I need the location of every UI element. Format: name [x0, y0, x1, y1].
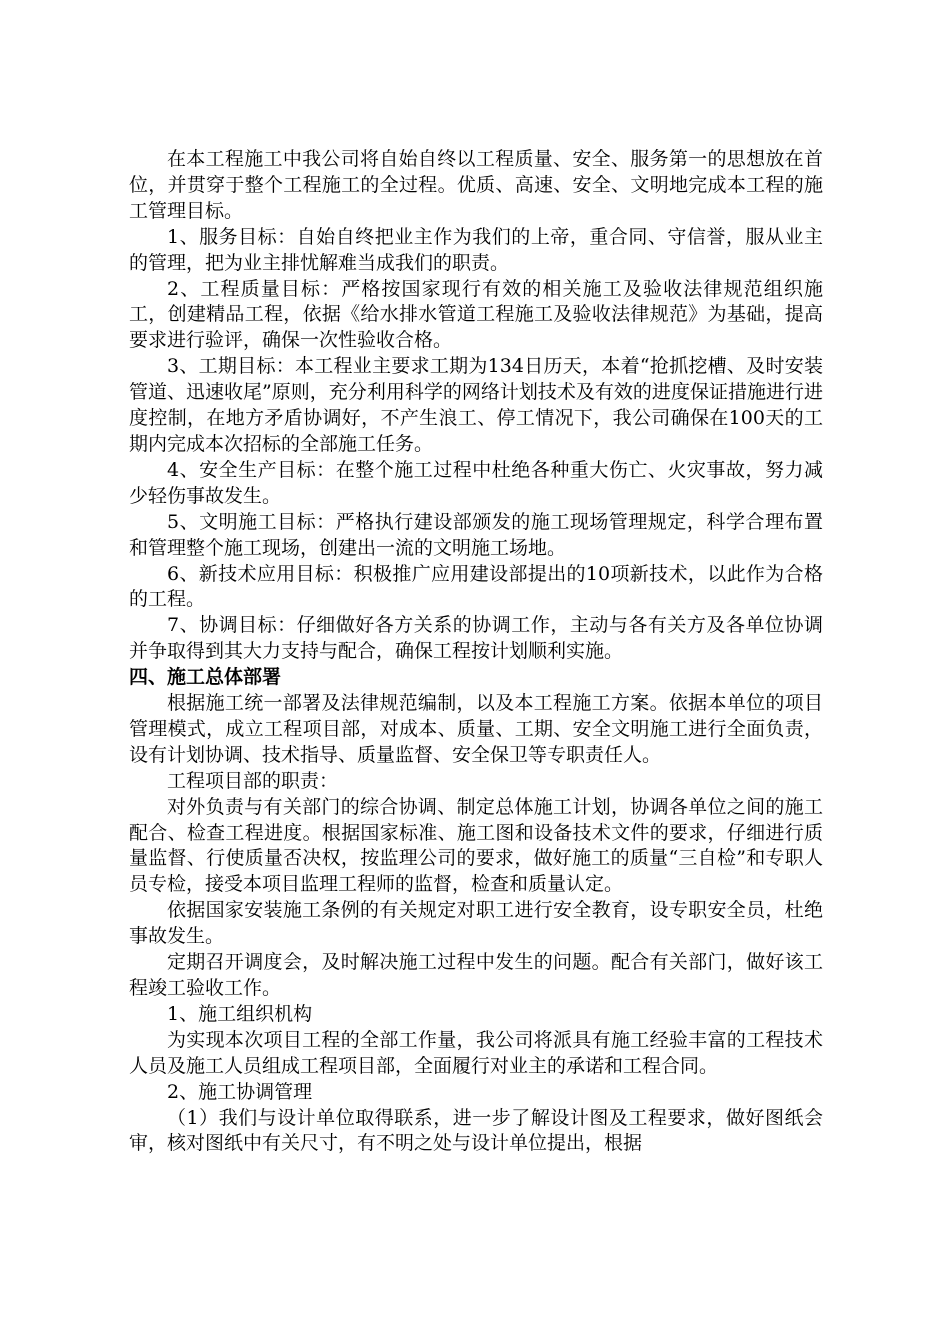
paragraph-schedule-goal: 3、工期目标：本工程业主要求工期为134日历天，本着“抢抓挖槽、及时安装管道、迅速收尾”原则，充分利用科学的网络计划技术及有效的进度保证措施进行进度控制，在地方矛盾协调好，不产生浪工、停工情况下，我公司确保在100天的工期内完成本次招标的全部施工任务。	[129, 355, 823, 455]
paragraph-service-goal: 1、服务目标：自始自终把业主作为我们的上帝，重合同、守信誉，服从业主的管理，把为业主排忧解难当成我们的职责。	[129, 225, 823, 274]
paragraph-safety-education: 依据国家安装施工条例的有关规定对职工进行安全教育，设专职安全员，杜绝事故发生。	[129, 899, 823, 948]
paragraph-external-coordination: 对外负责与有关部门的综合协调、制定总体施工计划，协调各单位之间的施工配合、检查工程进度。根据国家标准、施工图和设备技术文件的要求，仔细进行质量监督、行使质量否决权，按监理公司的要求，做好施工的质量“三自检”和专职人员专检，接受本项目监理工程师的监督，检查和质量认定。	[129, 795, 823, 896]
document-body	[129, 147, 823, 1157]
paragraph-design-liaison: （1）我们与设计单位取得联系，进一步了解设计图及工程要求，做好图纸会审，核对图纸中有关尺寸，有不明之处与设计单位提出，根据	[129, 1106, 823, 1155]
paragraph-organization: 为实现本次项目工程的全部工作量，我公司将派具有施工经验丰富的工程技术人员及施工人员组成工程项目部，全面履行对业主的承诺和工程合同。	[129, 1028, 823, 1077]
paragraph-intro: 在本工程施工中我公司将自始自终以工程质量、安全、服务第一的思想放在首位，并贯穿于整个工程施工的全过程。优质、高速、安全、文明地完成本工程的施工管理目标。	[129, 148, 823, 222]
paragraph-quality-goal: 2、工程质量目标：严格按国家现行有效的相关施工及验收法律规范组织施工，创建精品工程，依据《给水排水管道工程施工及验收法律规范》为基础，提高要求进行验评，确保一次性验收合格。	[129, 277, 823, 352]
paragraph-deployment: 根据施工统一部署及法律规范编制，以及本工程施工方案。依据本单位的项目管理模式，成立工程项目部，对成本、质量、工期、安全文明施工进行全面负责，设有计划协调、技术指导、质量监督、安全保卫等专职责任人。	[129, 692, 823, 766]
paragraph-safety-goal: 4、安全生产目标：在整个施工过程中杜绝各种重大伤亡、火灾事故，努力减少轻伤事故发生。	[129, 458, 823, 507]
paragraph-coordination-management-title: 2、施工协调管理	[167, 1080, 313, 1103]
paragraph-coordination-goal: 7、协调目标：仔细做好各方关系的协调工作，主动与各有关方及各单位协调并争取得到其大力支持与配合，确保工程按计划顺利实施。	[129, 614, 823, 663]
section-heading: 四、施工总体部署	[129, 666, 282, 689]
paragraph-new-technology-goal: 6、新技术应用目标：积极推广应用建设部提出的10项新技术，以此作为合格的工程。	[129, 562, 823, 611]
paragraph-dispatch-meeting: 定期召开调度会，及时解决施工过程中发生的问题。配合有关部门，做好该工程竣工验收工作。	[129, 951, 823, 999]
paragraph-organization-title: 1、施工组织机构	[167, 1002, 313, 1025]
paragraph-civilized-construction-goal: 5、文明施工目标：严格执行建设部颁发的施工现场管理规定，科学合理布置和管理整个施工现场，创建出一流的文明施工场地。	[129, 510, 823, 559]
paragraph-department-duties-title: 工程项目部的职责：	[167, 769, 339, 792]
